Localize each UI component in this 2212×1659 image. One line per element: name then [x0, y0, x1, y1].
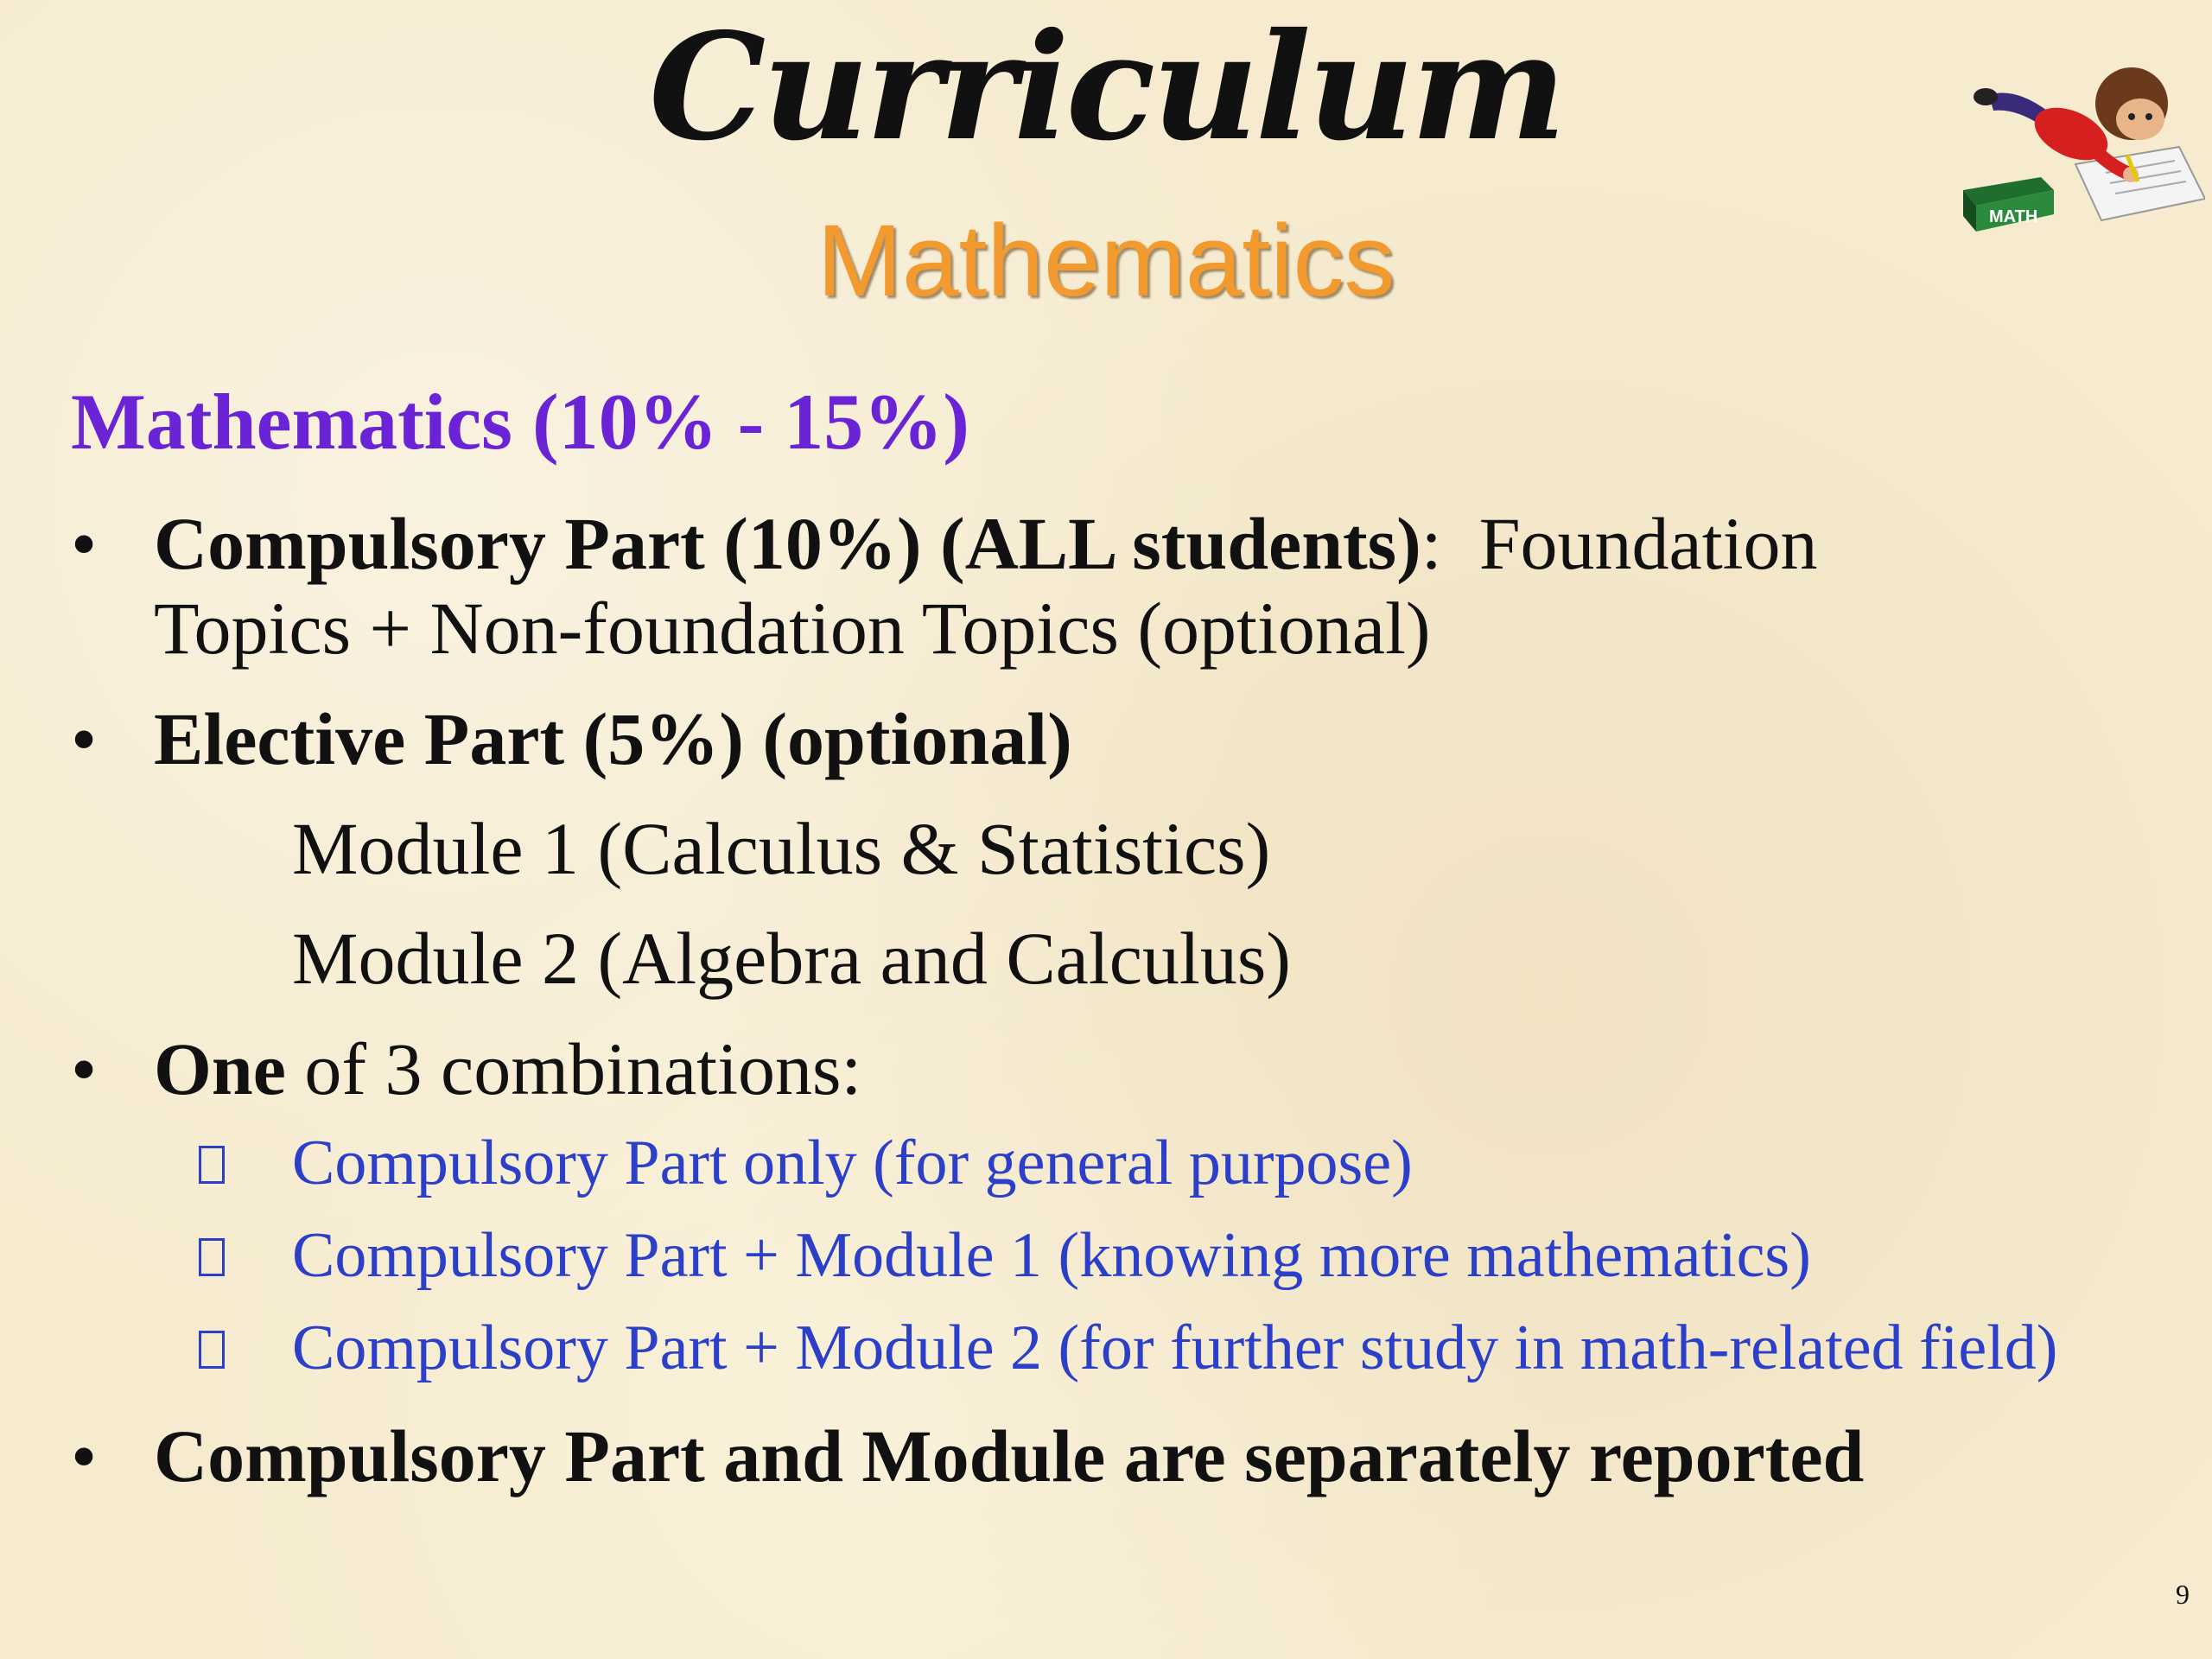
- list-item: Compulsory Part and Module are separately reported: [154, 1414, 1865, 1497]
- combination-item: Compulsory Part + Module 2 (for further study in math-related field): [292, 1313, 2058, 1383]
- item-text: of 3 combinations:: [285, 1027, 862, 1110]
- section-heading: Mathematics (10% - 15%): [71, 378, 969, 466]
- combination-item: Compulsory Part only (for general purpose): [292, 1128, 1413, 1198]
- module-line: Module 1 (Calculus & Statistics): [292, 807, 1271, 890]
- list-item: [154, 503, 1818, 585]
- item-text: Foundation: [1441, 502, 1818, 585]
- bullet-marker: •: [71, 502, 98, 585]
- math-book-label: MATH: [1989, 207, 2038, 226]
- list-item: Elective Part (5%) (optional): [154, 697, 1072, 780]
- bullet-marker: •: [71, 1414, 98, 1497]
- item-bold-text: Compulsory Part (10%) (ALL students): [154, 502, 1421, 585]
- combination-item: Compulsory Part + Module 1 (knowing more mathematics): [292, 1220, 1811, 1291]
- square-bullet-icon: [199, 1238, 225, 1276]
- slide-title: Curriculum: [649, 1, 1563, 174]
- item-colon: :: [1421, 502, 1442, 585]
- list-item-continuation: Topics + Non-foundation Topics (optional): [154, 587, 1431, 670]
- square-bullet-icon: [199, 1331, 225, 1369]
- square-bullet-icon: [199, 1146, 225, 1184]
- bullet-marker: •: [71, 1027, 98, 1110]
- bullet-marker: •: [71, 697, 98, 780]
- slide-subtitle: Mathematics: [817, 204, 1395, 318]
- list-item: [154, 1028, 861, 1110]
- child-doing-math-homework-icon: [1955, 35, 2205, 242]
- item-bold-text: One: [154, 1027, 286, 1110]
- page-number: 9: [2176, 1579, 2190, 1610]
- module-line: Module 2 (Algebra and Calculus): [292, 917, 1291, 1000]
